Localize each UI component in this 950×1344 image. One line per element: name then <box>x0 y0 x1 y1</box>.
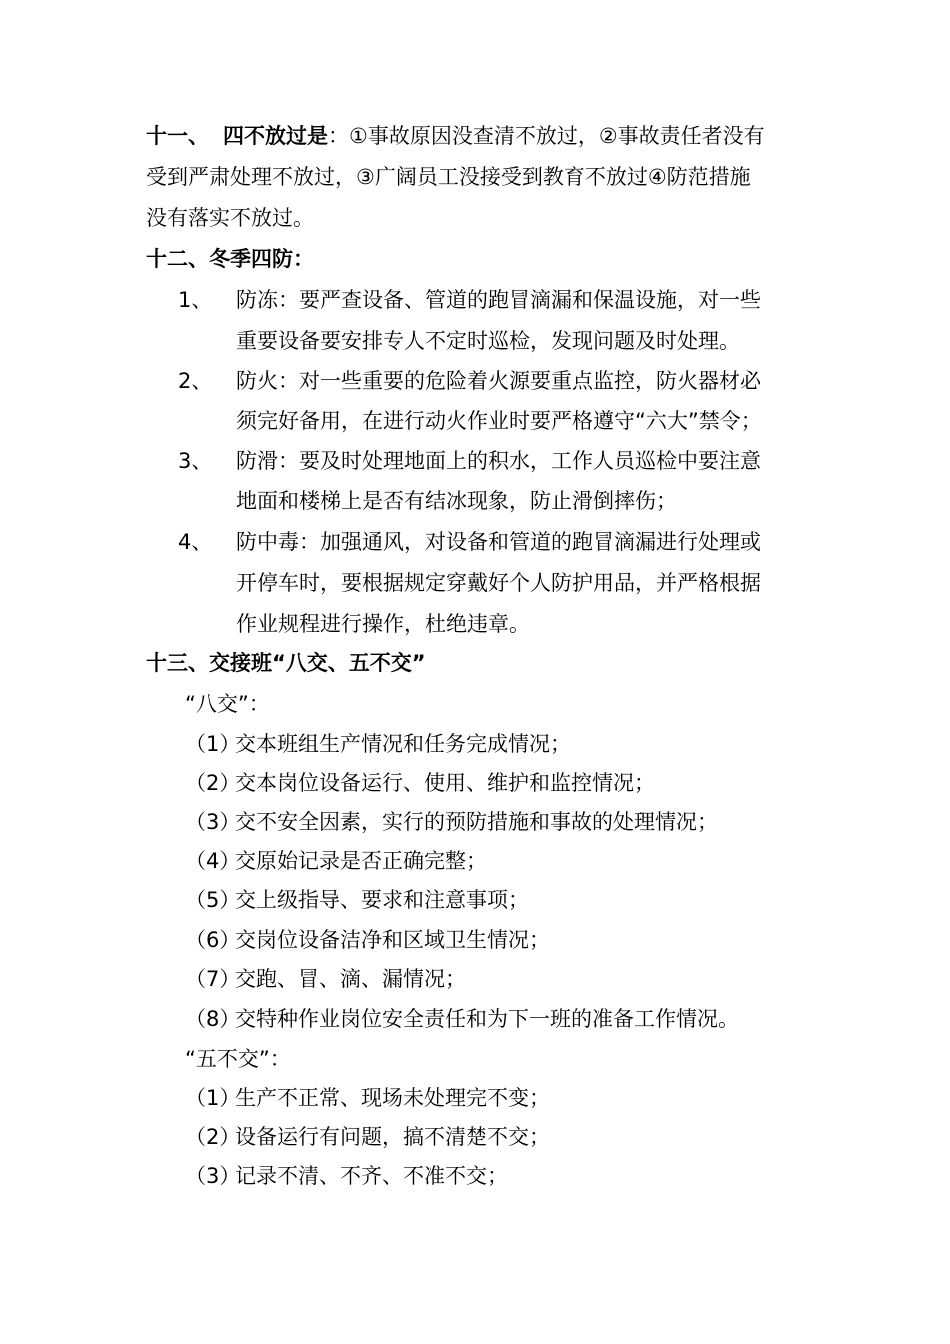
section11-line1-text: ：①事故原因没查清不放过，②事故责任者没有 <box>328 124 765 148</box>
eight-item-7-text: 交跑、冒、滴、漏情况； <box>235 967 466 991</box>
eight-item-2-text: 交本岗位设备运行、使用、维护和监控情况； <box>235 771 655 795</box>
section11-term: 四不放过是 <box>223 124 328 148</box>
section11-line1 <box>146 116 765 156</box>
eight-item-2 <box>185 763 655 803</box>
eight-item-6-text: 交岗位设备洁净和区域卫生情况； <box>235 928 550 952</box>
eight-item-2-num: （2） <box>185 771 241 795</box>
eight-item-3 <box>185 802 718 842</box>
five-item-1 <box>185 1078 550 1118</box>
eight-title: “八交”： <box>185 692 270 716</box>
section12-item2-num: 2、 <box>178 369 213 393</box>
eight-item-1-text: 交本班组生产情况和任务完成情况； <box>235 732 571 756</box>
section12-item1-line1: 防冻：要严查设备、管道的跑冒滴漏和保温设施，对一些 <box>236 288 761 312</box>
eight-item-4-text: 交原始记录是否正确完整； <box>235 849 487 873</box>
section12-item3-num: 3、 <box>178 449 213 473</box>
section13-heading: 十三、交接班“八交、五不交” <box>146 651 426 675</box>
five-title: “五不交”： <box>185 1047 291 1071</box>
section12-heading: 十二、冬季四防： <box>146 247 314 271</box>
eight-item-1-num: （1） <box>185 732 241 756</box>
five-item-3 <box>185 1156 508 1196</box>
section12-item1-num: 1、 <box>178 288 213 312</box>
section11-line3: 没有落实不放过。 <box>146 206 314 230</box>
section12-item3-line1: 防滑：要及时处理地面上的积水，工作人员巡检中要注意 <box>236 449 761 473</box>
section12-item2-line1: 防火：对一些重要的危险着火源要重点监控，防火器材必 <box>236 369 761 393</box>
eight-item-6-num: （6） <box>185 928 241 952</box>
eight-item-4 <box>185 841 487 881</box>
eight-item-5-num: （5） <box>185 888 241 912</box>
eight-item-5 <box>185 880 529 920</box>
five-item-1-num: （1） <box>185 1086 241 1110</box>
eight-item-1 <box>185 724 571 764</box>
section11-line2: 受到严肃处理不放过，③广阔员工没接受到教育不放过④防范措施 <box>146 165 751 189</box>
eight-item-3-num: （3） <box>185 810 241 834</box>
eight-item-7 <box>185 959 466 999</box>
eight-item-8 <box>185 999 739 1039</box>
eight-item-6 <box>185 920 550 960</box>
section12-item3-line2: 地面和楼梯上是否有结冰现象，防止滑倒摔伤； <box>236 489 677 513</box>
eight-item-8-text: 交特种作业岗位安全责任和为下一班的准备工作情况。 <box>235 1007 739 1031</box>
section12-item2-line2: 须完好备用，在进行动火作业时要严格遵守“六大”禁令； <box>236 409 762 433</box>
five-item-3-text: 记录不清、不齐、不准不交； <box>235 1164 508 1188</box>
section12-item1-line2: 重要设备要安排专人不定时巡检，发现问题及时处理。 <box>236 329 740 353</box>
section12-item4-num: 4、 <box>178 530 213 554</box>
section12-item4-line3: 作业规程进行操作，杜绝违章。 <box>236 612 530 636</box>
section12-item4-line1: 防中毒：加强通风，对设备和管道的跑冒滴漏进行处理或 <box>236 530 761 554</box>
section11-heading: 十一、 <box>146 124 209 148</box>
section12-item4-line2: 开停车时，要根据规定穿戴好个人防护用品，并严格根据 <box>236 571 761 595</box>
eight-item-8-num: （8） <box>185 1007 241 1031</box>
five-item-3-num: （3） <box>185 1164 241 1188</box>
five-item-2-text: 设备运行有问题，搞不清楚不交； <box>235 1125 550 1149</box>
five-item-1-text: 生产不正常、现场未处理完不变； <box>235 1086 550 1110</box>
eight-item-3-text: 交不安全因素，实行的预防措施和事故的处理情况； <box>235 810 718 834</box>
five-item-2 <box>185 1117 550 1157</box>
eight-item-5-text: 交上级指导、要求和注意事项； <box>235 888 529 912</box>
five-item-2-num: （2） <box>185 1125 241 1149</box>
eight-item-7-num: （7） <box>185 967 241 991</box>
eight-item-4-num: （4） <box>185 849 241 873</box>
